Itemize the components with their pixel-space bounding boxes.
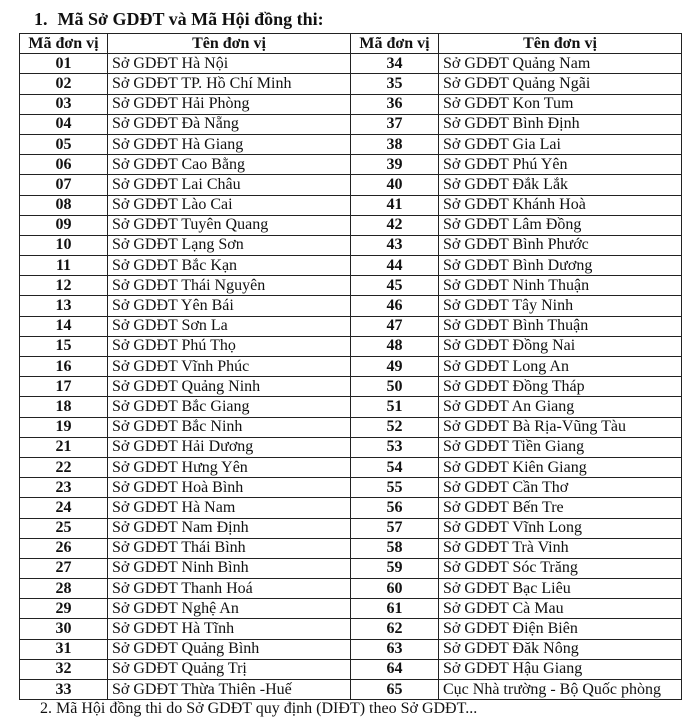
left-unit-name: Sở GDĐT Hà Giang (108, 134, 351, 154)
table-row (20, 680, 682, 700)
table-header-row (20, 34, 682, 54)
section-number: 1. (34, 9, 48, 29)
right-unit-name: Sở GDĐT Hậu Giang (439, 659, 682, 679)
right-unit-code: 50 (351, 377, 439, 397)
right-unit-code: 49 (351, 357, 439, 377)
right-unit-code: 38 (351, 134, 439, 154)
table-row (20, 659, 682, 679)
right-unit-name: Sở GDĐT Cà Mau (439, 599, 682, 619)
right-unit-name: Sở GDĐT Khánh Hoà (439, 195, 682, 215)
left-unit-code: 33 (20, 680, 108, 700)
header-right-name: Tên đơn vị (439, 34, 682, 54)
left-unit-name: Sở GDĐT Quảng Bình (108, 639, 351, 659)
right-unit-code: 36 (351, 94, 439, 114)
header-right-code: Mã đơn vị (351, 34, 439, 54)
table-row (20, 599, 682, 619)
table-row (20, 215, 682, 235)
table-row (20, 457, 682, 477)
right-unit-name: Sở GDĐT Đồng Nai (439, 336, 682, 356)
right-unit-name: Sở GDĐT Bình Dương (439, 256, 682, 276)
left-unit-name: Sở GDĐT Quảng Ninh (108, 377, 351, 397)
right-unit-name: Sở GDĐT Tây Ninh (439, 296, 682, 316)
right-unit-name: Sở GDĐT Quảng Nam (439, 54, 682, 74)
left-unit-name: Sở GDĐT Đà Nẵng (108, 114, 351, 134)
right-unit-name: Sở GDĐT Sóc Trăng (439, 558, 682, 578)
left-unit-name: Sở GDĐT Phú Thọ (108, 336, 351, 356)
right-unit-code: 43 (351, 235, 439, 255)
table-row (20, 94, 682, 114)
table-row (20, 54, 682, 74)
table-body (20, 54, 682, 700)
left-unit-name: Sở GDĐT Lạng Sơn (108, 235, 351, 255)
right-unit-name: Sở GDĐT Đồng Tháp (439, 377, 682, 397)
left-unit-code: 19 (20, 417, 108, 437)
table-row (20, 316, 682, 336)
right-unit-code: 60 (351, 579, 439, 599)
right-unit-code: 48 (351, 336, 439, 356)
left-unit-code: 26 (20, 538, 108, 558)
left-unit-name: Sở GDĐT Thái Bình (108, 538, 351, 558)
left-unit-code: 21 (20, 437, 108, 457)
right-unit-name: Sở GDĐT Bà Rịa-Vũng Tàu (439, 417, 682, 437)
left-unit-code: 31 (20, 639, 108, 659)
right-unit-code: 65 (351, 680, 439, 700)
table-row (20, 377, 682, 397)
left-unit-name: Sở GDĐT Lào Cai (108, 195, 351, 215)
left-unit-code: 17 (20, 377, 108, 397)
right-unit-code: 42 (351, 215, 439, 235)
left-unit-code: 24 (20, 498, 108, 518)
right-unit-name: Sở GDĐT An Giang (439, 397, 682, 417)
right-unit-name: Sở GDĐT Tiền Giang (439, 437, 682, 457)
right-unit-name: Sở GDĐT Long An (439, 357, 682, 377)
table-row (20, 155, 682, 175)
left-unit-name: Sở GDĐT Thái Nguyên (108, 276, 351, 296)
right-unit-code: 54 (351, 457, 439, 477)
right-unit-name: Sở GDĐT Điện Biên (439, 619, 682, 639)
left-unit-name: Sở GDĐT Thừa Thiên -Huế (108, 680, 351, 700)
right-unit-code: 64 (351, 659, 439, 679)
right-unit-code: 39 (351, 155, 439, 175)
right-unit-name: Sở GDĐT Phú Yên (439, 155, 682, 175)
left-unit-name: Sở GDĐT Quảng Trị (108, 659, 351, 679)
left-unit-code: 07 (20, 175, 108, 195)
right-unit-name: Sở GDĐT Bình Thuận (439, 316, 682, 336)
right-unit-code: 37 (351, 114, 439, 134)
right-unit-code: 62 (351, 619, 439, 639)
left-unit-name: Sở GDĐT Lai Châu (108, 175, 351, 195)
right-unit-code: 34 (351, 54, 439, 74)
right-unit-code: 52 (351, 417, 439, 437)
right-unit-code: 45 (351, 276, 439, 296)
right-unit-code: 55 (351, 478, 439, 498)
right-unit-name: Sở GDĐT Kiên Giang (439, 457, 682, 477)
right-unit-code: 53 (351, 437, 439, 457)
right-unit-code: 44 (351, 256, 439, 276)
right-unit-name: Sở GDĐT Bạc Liêu (439, 579, 682, 599)
table-row (20, 498, 682, 518)
right-unit-name: Sở GDĐT Kon Tum (439, 94, 682, 114)
right-unit-name: Sở GDĐT Cần Thơ (439, 478, 682, 498)
left-unit-code: 15 (20, 336, 108, 356)
left-unit-code: 18 (20, 397, 108, 417)
table-row (20, 437, 682, 457)
table-row (20, 417, 682, 437)
right-unit-name: Sở GDĐT Bình Định (439, 114, 682, 134)
table-row (20, 579, 682, 599)
right-unit-code: 63 (351, 639, 439, 659)
right-unit-name: Sở GDĐT Quảng Ngãi (439, 74, 682, 94)
right-unit-code: 35 (351, 74, 439, 94)
table-row (20, 134, 682, 154)
left-unit-code: 27 (20, 558, 108, 578)
left-unit-code: 04 (20, 114, 108, 134)
table-row (20, 478, 682, 498)
left-unit-code: 25 (20, 518, 108, 538)
right-unit-code: 41 (351, 195, 439, 215)
table-row (20, 397, 682, 417)
left-unit-code: 11 (20, 256, 108, 276)
table-row (20, 195, 682, 215)
left-unit-code: 30 (20, 619, 108, 639)
left-unit-name: Sở GDĐT Bắc Giang (108, 397, 351, 417)
left-unit-code: 14 (20, 316, 108, 336)
left-unit-code: 02 (20, 74, 108, 94)
table-row (20, 175, 682, 195)
right-unit-name: Sở GDĐT Gia Lai (439, 134, 682, 154)
right-unit-code: 58 (351, 538, 439, 558)
left-unit-name: Sở GDĐT Ninh Bình (108, 558, 351, 578)
section-title: Mã Sở GDĐT và Mã Hội đồng thi: (57, 9, 324, 29)
left-unit-code: 32 (20, 659, 108, 679)
section-heading (34, 8, 324, 30)
right-unit-code: 46 (351, 296, 439, 316)
left-unit-code: 12 (20, 276, 108, 296)
left-unit-name: Sở GDĐT Vĩnh Phúc (108, 357, 351, 377)
table-row (20, 256, 682, 276)
right-unit-name: Sở GDĐT Lâm Đồng (439, 215, 682, 235)
left-unit-name: Sở GDĐT Hưng Yên (108, 457, 351, 477)
table-row (20, 114, 682, 134)
right-unit-code: 40 (351, 175, 439, 195)
left-unit-code: 03 (20, 94, 108, 114)
left-unit-code: 28 (20, 579, 108, 599)
next-section-partial-text: 2. Mã Hội đồng thi do Sở GDĐT quy định (DIĐT) theo Sở GDĐT... (40, 700, 478, 717)
right-unit-name: Sở GDĐT Bến Tre (439, 498, 682, 518)
left-unit-name: Sở GDĐT Nam Định (108, 518, 351, 538)
table-row (20, 235, 682, 255)
right-unit-name: Cục Nhà trường - Bộ Quốc phòng (439, 680, 682, 700)
left-unit-name: Sở GDĐT Bắc Kạn (108, 256, 351, 276)
unit-code-table (19, 33, 682, 700)
left-unit-name: Sở GDĐT Yên Bái (108, 296, 351, 316)
table-row (20, 336, 682, 356)
right-unit-code: 51 (351, 397, 439, 417)
table-row (20, 296, 682, 316)
table-row (20, 357, 682, 377)
left-unit-code: 16 (20, 357, 108, 377)
right-unit-name: Sở GDĐT Ninh Thuận (439, 276, 682, 296)
left-unit-name: Sở GDĐT Nghệ An (108, 599, 351, 619)
left-unit-name: Sở GDĐT Hà Tĩnh (108, 619, 351, 639)
right-unit-name: Sở GDĐT Trà Vinh (439, 538, 682, 558)
left-unit-code: 05 (20, 134, 108, 154)
left-unit-name: Sở GDĐT TP. Hồ Chí Minh (108, 74, 351, 94)
right-unit-name: Sở GDĐT Đắk Lắk (439, 175, 682, 195)
left-unit-code: 22 (20, 457, 108, 477)
table-row (20, 558, 682, 578)
left-unit-code: 13 (20, 296, 108, 316)
right-unit-name: Sở GDĐT Bình Phước (439, 235, 682, 255)
left-unit-name: Sở GDĐT Cao Bằng (108, 155, 351, 175)
table-row (20, 518, 682, 538)
left-unit-name: Sở GDĐT Bắc Ninh (108, 417, 351, 437)
right-unit-code: 47 (351, 316, 439, 336)
right-unit-name: Sở GDĐT Vĩnh Long (439, 518, 682, 538)
header-left-name: Tên đơn vị (108, 34, 351, 54)
left-unit-name: Sở GDĐT Hoà Bình (108, 478, 351, 498)
table-row (20, 74, 682, 94)
left-unit-code: 01 (20, 54, 108, 74)
left-unit-code: 08 (20, 195, 108, 215)
table-row (20, 538, 682, 558)
left-unit-name: Sở GDĐT Hải Phòng (108, 94, 351, 114)
table-row (20, 639, 682, 659)
left-unit-name: Sở GDĐT Tuyên Quang (108, 215, 351, 235)
left-unit-name: Sở GDĐT Hà Nam (108, 498, 351, 518)
left-unit-name: Sở GDĐT Sơn La (108, 316, 351, 336)
right-unit-code: 59 (351, 558, 439, 578)
left-unit-name: Sở GDĐT Hà Nội (108, 54, 351, 74)
left-unit-code: 23 (20, 478, 108, 498)
right-unit-code: 56 (351, 498, 439, 518)
left-unit-name: Sở GDĐT Hải Dương (108, 437, 351, 457)
left-unit-code: 10 (20, 235, 108, 255)
left-unit-code: 06 (20, 155, 108, 175)
left-unit-code: 09 (20, 215, 108, 235)
left-unit-code: 29 (20, 599, 108, 619)
header-left-code: Mã đơn vị (20, 34, 108, 54)
right-unit-code: 61 (351, 599, 439, 619)
left-unit-name: Sở GDĐT Thanh Hoá (108, 579, 351, 599)
right-unit-code: 57 (351, 518, 439, 538)
right-unit-name: Sở GDĐT Đăk Nông (439, 639, 682, 659)
table-row (20, 619, 682, 639)
table-row (20, 276, 682, 296)
